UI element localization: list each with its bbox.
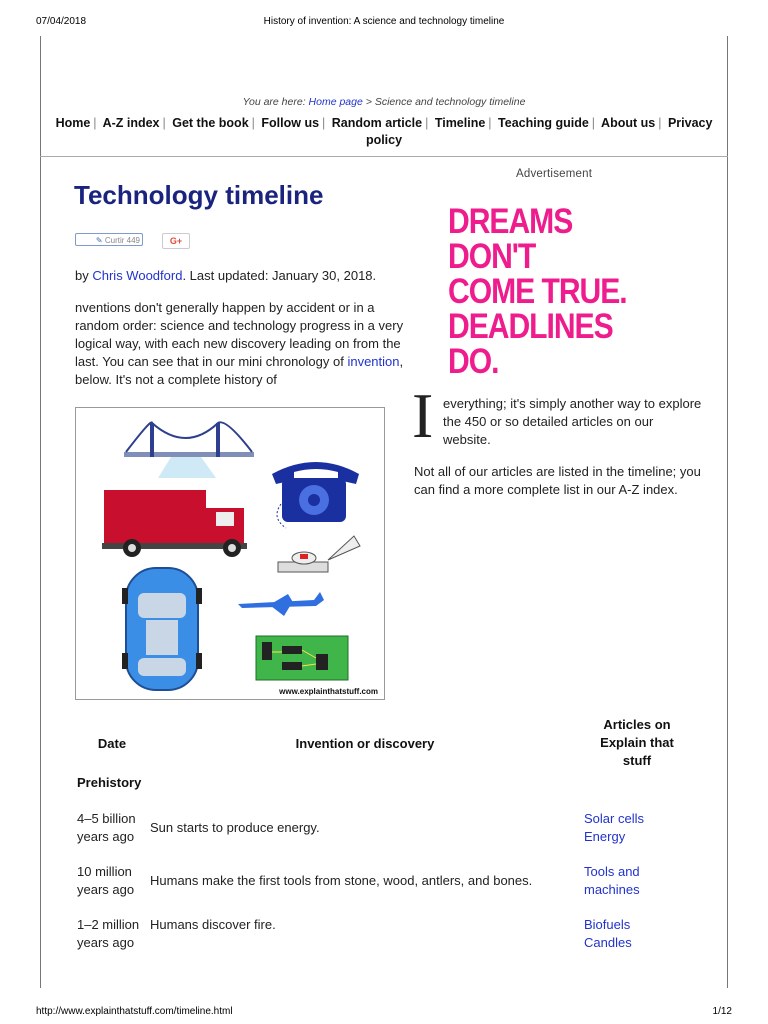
technology-illustration <box>75 407 385 700</box>
like-label: Curtir <box>104 236 125 245</box>
section-prehistory: Prehistory <box>77 775 142 790</box>
page-number: 1/12 <box>712 1006 732 1017</box>
continued-paragraph: everything; it's simply another way to explore the 450 or so detailed articles on our website. <box>443 396 702 447</box>
advertisement-banner[interactable] <box>448 204 672 379</box>
nav-divider <box>40 156 728 157</box>
image-credit: www.explainthatstuff.com <box>279 687 378 696</box>
nav-az-index[interactable]: A-Z index <box>102 116 160 130</box>
telephone-icon <box>272 462 359 528</box>
date-line: years ago <box>77 935 135 950</box>
breadcrumb-current: Science and technology timeline <box>374 96 526 108</box>
nav-timeline[interactable]: Timeline <box>434 116 486 130</box>
row-date <box>77 863 134 899</box>
row-invention: Humans make the first tools from stone, wood, antlers, and bones. <box>150 873 533 888</box>
breadcrumb-home-link[interactable]: Home page <box>308 96 363 108</box>
nav-home[interactable]: Home <box>55 116 91 130</box>
car-icon <box>122 568 202 690</box>
intro-text: nventions don't generally happen by accident or in a random order: science and technology progress in a very logical way, with each new discovery leading on from the last. You can see that in our mini chronology of <box>75 300 404 369</box>
article-link[interactable]: machines <box>584 882 640 897</box>
article-link[interactable]: Biofuels <box>584 917 631 932</box>
ad-line: DEADLINES <box>448 307 613 346</box>
az-index-link[interactable]: A-Z index <box>618 482 675 497</box>
column-header-articles: Articles on Explain that stuff <box>600 717 674 768</box>
page-border-left <box>40 36 41 988</box>
nav-follow-us[interactable]: Follow us <box>261 116 320 130</box>
date-line: 10 million <box>77 864 132 879</box>
breadcrumb-prefix: You are here: <box>242 96 306 108</box>
note-end: . <box>674 482 678 497</box>
row-date <box>77 916 139 952</box>
print-date: 07/04/2018 <box>36 16 87 27</box>
suspension-bridge-icon <box>124 422 254 478</box>
nav-teaching-guide[interactable]: Teaching guide <box>498 116 589 130</box>
nav-privacy-policy[interactable]: Privacy policy <box>365 116 713 147</box>
nav-about-us[interactable]: About us <box>601 116 656 130</box>
note-text: Not all of our articles are listed in the timeline; you can find a more complete list in our <box>414 464 701 497</box>
circuit-board-icon <box>256 636 348 680</box>
illustration-svg <box>76 408 384 699</box>
like-count: 449 <box>126 236 140 245</box>
ad-line: COME TRUE. <box>448 272 627 311</box>
breadcrumb-separator: > <box>365 96 372 108</box>
like-button[interactable] <box>75 233 143 246</box>
page-border-right <box>727 36 728 988</box>
top-navigation: Home | A-Z index | Get the book | Follow us | Random article | Timeline | Teaching guide | About us | Privacy policy <box>55 116 713 147</box>
nav-get-the-book[interactable]: Get the book <box>172 116 249 130</box>
article-link[interactable]: Solar cells <box>584 811 644 826</box>
row-invention: Sun starts to produce energy. <box>150 820 320 835</box>
airplane-icon <box>238 592 324 616</box>
google-plus-button[interactable]: G+ <box>162 233 190 249</box>
breadcrumb <box>40 96 728 108</box>
row-links <box>584 916 632 952</box>
note-paragraph <box>414 463 704 499</box>
intro-paragraph <box>75 299 410 389</box>
electronic-device-icon <box>278 536 360 572</box>
ad-line: DON'T <box>448 237 536 276</box>
row-date <box>77 810 136 846</box>
author-link[interactable]: Chris Woodford <box>92 268 183 283</box>
date-line: 4–5 billion <box>77 811 136 826</box>
row-invention: Humans discover fire. <box>150 917 276 932</box>
truck-icon <box>102 490 247 557</box>
byline <box>75 268 376 283</box>
ad-line: DO. <box>448 342 499 381</box>
column-header-date: Date <box>97 736 127 751</box>
page-title: Technology timeline <box>74 180 324 210</box>
drop-cap: I <box>412 380 434 451</box>
article-link[interactable]: Tools and <box>584 864 640 879</box>
date-line: 1–2 million <box>77 917 140 932</box>
article-link[interactable]: Energy <box>584 829 626 844</box>
date-line: years ago <box>77 829 135 844</box>
print-url: http://www.explainthatstuff.com/timeline.html <box>36 1006 233 1017</box>
advertisement-label: Advertisement <box>516 168 593 180</box>
row-links <box>584 810 644 846</box>
article-link[interactable]: Candles <box>584 935 632 950</box>
column-header-invention: Invention or discovery <box>295 736 435 751</box>
intro-text-end: , below. It's not a complete history of <box>75 354 404 387</box>
byline-prefix: by <box>75 268 89 283</box>
last-updated: . Last updated: January 30, 2018. <box>182 268 377 283</box>
date-line: years ago <box>77 882 135 897</box>
ad-line: DREAMS <box>448 202 573 241</box>
nav-random-article[interactable]: Random article <box>331 116 423 130</box>
thumb-up-icon: ✎ <box>95 236 103 245</box>
print-title: History of invention: A science and technology timeline <box>263 16 505 27</box>
row-links <box>584 863 640 899</box>
invention-link[interactable]: invention <box>347 354 400 369</box>
